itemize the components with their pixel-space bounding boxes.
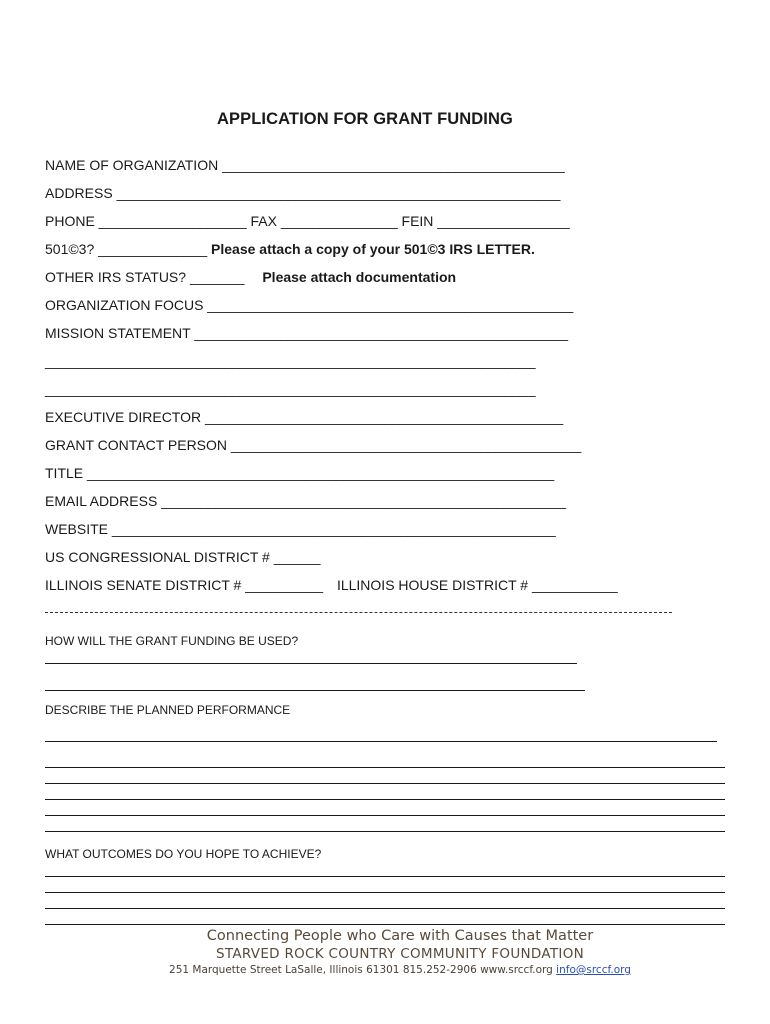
other-irs-status-field[interactable]: OTHER IRS STATUS? _______: [45, 269, 245, 285]
answer-line[interactable]: [45, 663, 577, 664]
501c3-note: Please attach a copy of your 501©3 IRS LETTER.: [211, 241, 535, 257]
footer-address: 251 Marquette Street LaSalle, Illinois 61301 815.252-2906 www.srccf.org: [169, 964, 557, 976]
501c3-field[interactable]: 501©3? ______________: [45, 241, 212, 257]
illinois-district-row: [45, 576, 618, 594]
grant-contact-person-field[interactable]: GRANT CONTACT PERSON _____________________________________________: [45, 437, 582, 453]
answer-line[interactable]: [45, 876, 725, 877]
mission-statement-field[interactable]: MISSION STATEMENT ________________________________________________: [45, 325, 569, 341]
mission-blank-line-2[interactable]: _______________________________________________________________: [45, 381, 536, 397]
section-divider: [45, 612, 672, 613]
question-grant-use: HOW WILL THE GRANT FUNDING BE USED?: [45, 634, 299, 648]
question-outcomes: WHAT OUTCOMES DO YOU HOPE TO ACHIEVE?: [45, 847, 322, 861]
answer-line[interactable]: [45, 741, 717, 742]
phone-fax-fein-field[interactable]: PHONE ___________________ FAX _______________ FEIN _________________: [45, 213, 570, 229]
website-field[interactable]: WEBSITE _________________________________________________________: [45, 521, 556, 537]
answer-line[interactable]: [45, 815, 725, 816]
answer-line[interactable]: [45, 831, 725, 832]
answer-line[interactable]: [45, 783, 725, 784]
answer-line[interactable]: [45, 799, 725, 800]
answer-line[interactable]: [45, 767, 725, 768]
address-field[interactable]: ADDRESS _________________________________________________________: [45, 185, 561, 201]
answer-line[interactable]: [45, 908, 725, 909]
answer-line[interactable]: [45, 690, 585, 691]
name-of-organization-field[interactable]: NAME OF ORGANIZATION ____________________________________________: [45, 157, 565, 173]
501c3-row: [45, 240, 535, 258]
footer-tagline: Connecting People who Care with Causes that Matter: [206, 928, 594, 944]
us-congressional-district-field[interactable]: US CONGRESSIONAL DISTRICT # ______: [45, 549, 321, 565]
organization-focus-field[interactable]: ORGANIZATION FOCUS _______________________________________________: [45, 297, 574, 313]
question-planned-performance: DESCRIBE THE PLANNED PERFORMANCE: [45, 703, 291, 717]
footer-email-link[interactable]: info@srccf.org: [556, 964, 631, 976]
email-address-field[interactable]: EMAIL ADDRESS ____________________________________________________: [45, 493, 567, 509]
mission-blank-line-1[interactable]: _______________________________________________________________: [45, 353, 536, 369]
answer-line[interactable]: [45, 892, 725, 893]
illinois-senate-district-field[interactable]: ILLINOIS SENATE DISTRICT # __________: [45, 577, 324, 593]
irs-status-row: [45, 268, 456, 286]
footer-organization-name: STARVED ROCK COUNTRY COMMUNITY FOUNDATION: [215, 946, 585, 962]
illinois-house-district-field[interactable]: ILLINOIS HOUSE DISTRICT # ___________: [336, 577, 618, 593]
form-title: APPLICATION FOR GRANT FUNDING: [217, 110, 513, 128]
title-field[interactable]: TITLE ____________________________________________________________: [45, 465, 555, 481]
executive-director-field[interactable]: EXECUTIVE DIRECTOR ______________________________________________: [45, 409, 564, 425]
footer-contact: [0, 964, 770, 976]
answer-line[interactable]: [45, 924, 725, 925]
irs-status-note: Please attach documentation: [262, 269, 457, 285]
